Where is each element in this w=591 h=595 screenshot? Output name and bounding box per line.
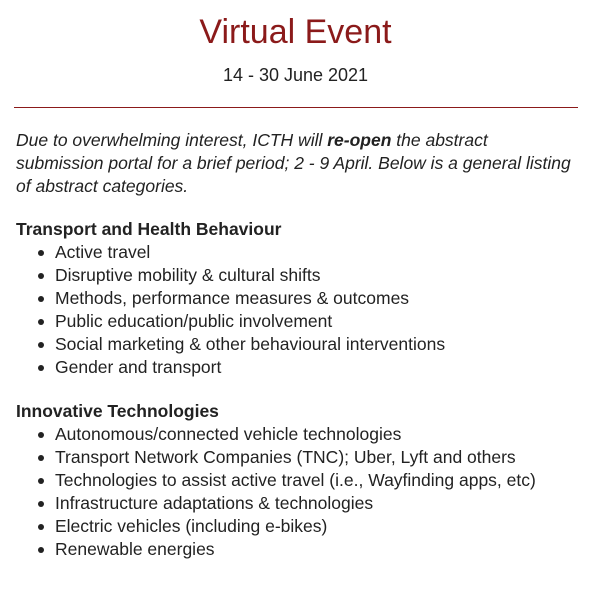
list-item (16, 310, 576, 333)
list-item (16, 538, 576, 561)
list-item (16, 469, 576, 492)
list-item (16, 356, 576, 379)
section-heading-innovative-technologies: Innovative Technologies (16, 401, 219, 421)
intro-text-end: the abstract submission portal for a brief period; 2 - 9 April. Below is a general listing of abstract categories. (16, 130, 571, 196)
list-item (16, 333, 576, 356)
list-item (16, 287, 576, 310)
list-item-label: Disruptive mobility & cultural shifts (55, 265, 321, 285)
list-item-label: Public education/public involvement (55, 311, 333, 331)
bullet-icon (38, 319, 44, 325)
list-transport-health (16, 241, 576, 379)
bullet-icon (38, 524, 44, 530)
intro-emphasis: re-open (327, 130, 392, 150)
list-innovative-technologies (16, 423, 576, 561)
list-item-label: Methods, performance measures & outcomes (55, 288, 410, 308)
section-heading-transport-health: Transport and Health Behaviour (16, 219, 282, 239)
list-item (16, 264, 576, 287)
list-item-label: Infrastructure adaptations & technologies (55, 493, 374, 513)
list-item (16, 515, 576, 538)
bullet-icon (38, 296, 44, 302)
list-item-label: Renewable energies (55, 539, 215, 559)
bullet-icon (38, 273, 44, 279)
list-item (16, 492, 576, 515)
list-item-label: Active travel (55, 242, 151, 262)
bullet-icon (38, 455, 44, 461)
bullet-icon (38, 547, 44, 553)
bullet-icon (38, 478, 44, 484)
list-item-label: Technologies to assist active travel (i.e., Wayfinding apps, etc) (55, 470, 536, 490)
bullet-icon (38, 432, 44, 438)
list-item (16, 241, 576, 264)
list-item-label: Autonomous/connected vehicle technologies (55, 424, 402, 444)
list-item-label: Transport Network Companies (TNC); Uber, Lyft and others (55, 447, 516, 467)
list-item-label: Electric vehicles (including e-bikes) (55, 516, 328, 536)
bullet-icon (38, 250, 44, 256)
divider (14, 107, 578, 108)
event-title: Virtual Event (199, 13, 392, 51)
list-item-label: Gender and transport (55, 357, 222, 377)
event-dates: 14 - 30 June 2021 (222, 65, 369, 85)
intro-paragraph (16, 129, 576, 198)
bullet-icon (38, 342, 44, 348)
bullet-icon (38, 365, 44, 371)
list-item (16, 423, 576, 446)
list-item (16, 446, 576, 469)
intro-text-start: Due to overwhelming interest, ICTH will (16, 130, 328, 150)
bullet-icon (38, 501, 44, 507)
list-item-label: Social marketing & other behavioural interventions (55, 334, 446, 354)
